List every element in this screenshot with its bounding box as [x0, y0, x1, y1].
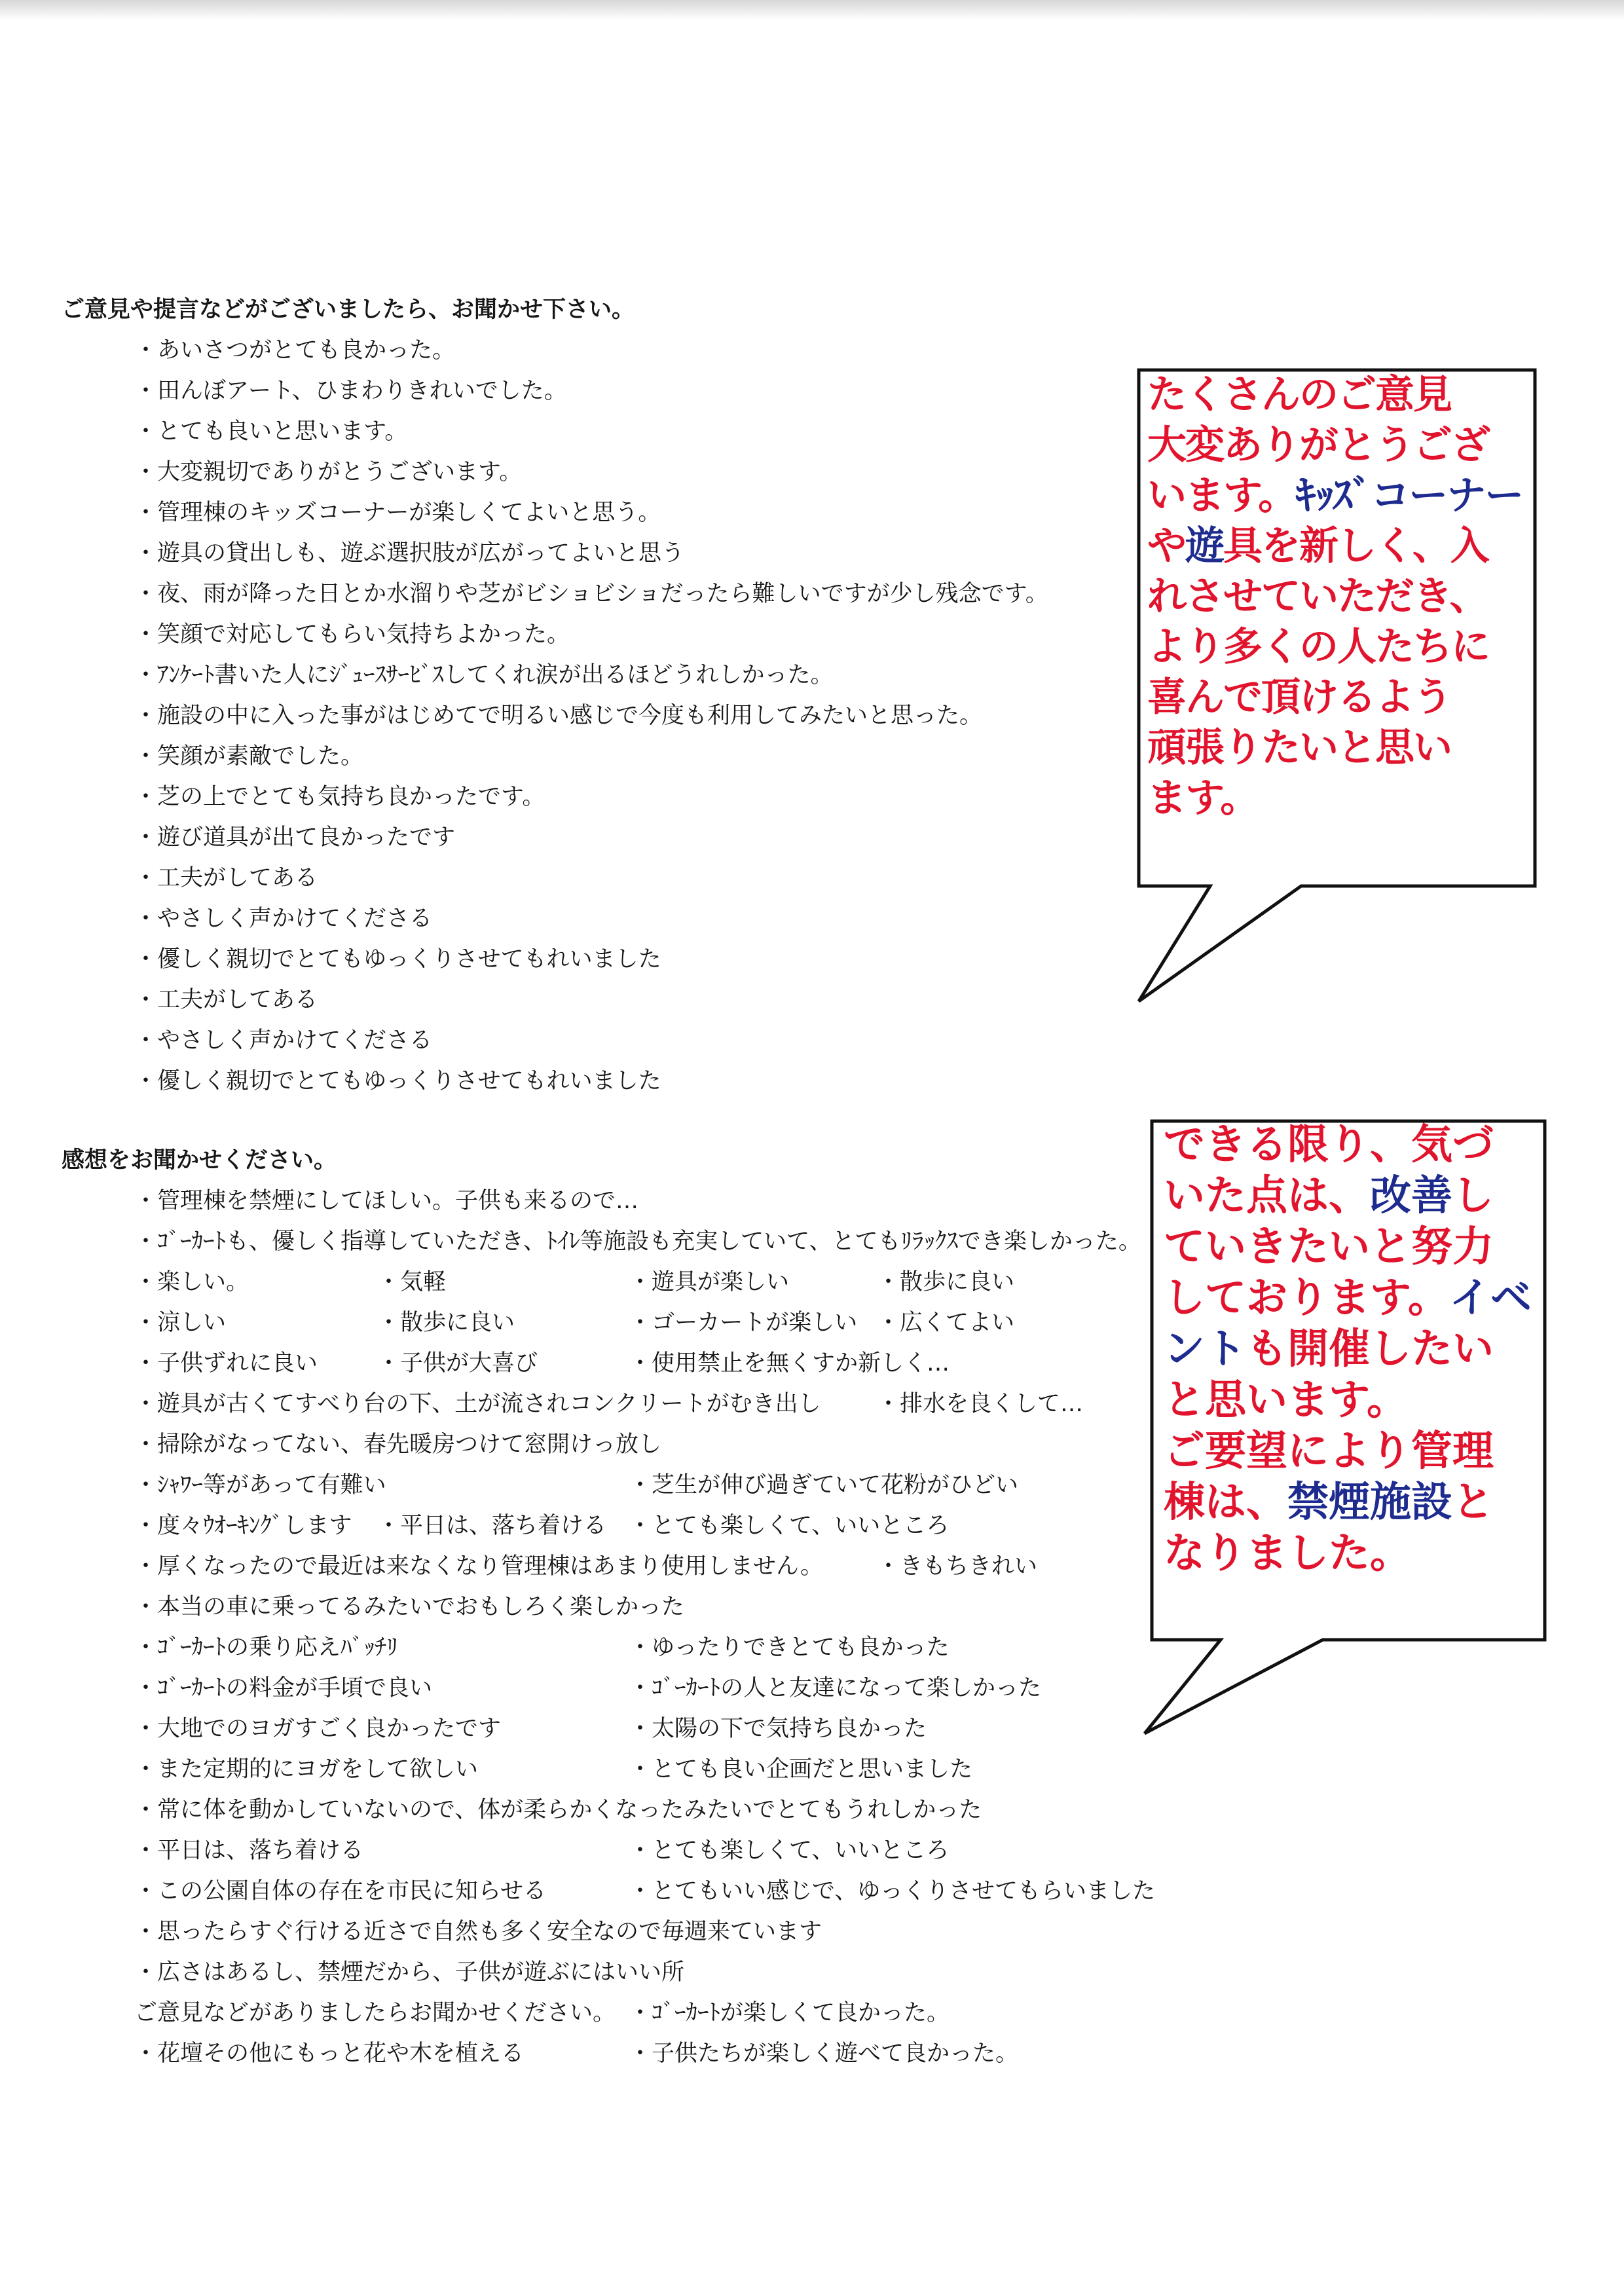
callout-line	[1164, 1119, 1532, 1170]
table-cell: ・子供が大喜び	[377, 1350, 538, 1377]
callout-line	[1147, 521, 1522, 572]
table-cell: ・度々ｳｵｰｷﾝｸﾞします	[134, 1513, 352, 1539]
callout-segment: しております。	[1164, 1274, 1449, 1322]
list-item: ・管理棟のキッズコーナーが楽しくてよいと思う。	[134, 500, 661, 526]
callout-line	[1147, 773, 1522, 824]
callout-segment: や	[1147, 523, 1185, 569]
list-item: ・遊具の貸出しも、遊ぶ選択肢が広がってよいと思う	[134, 540, 685, 566]
table-row	[0, 2033, 1624, 2074]
table-cell: ・この公園自体の存在を市民に知らせる	[134, 1878, 546, 1904]
callout-segment: ント	[1164, 1325, 1246, 1373]
table-cell: ・ゴーカートが楽しい	[629, 1310, 858, 1336]
callout-line	[1164, 1170, 1532, 1221]
table-cell: ・ゆったりできとても良かった	[629, 1635, 950, 1661]
table-cell: ・平日は、落ち着ける	[134, 1838, 364, 1864]
table-cell: ・とても楽しくて、いいところ	[629, 1513, 950, 1539]
callout-line	[1164, 1375, 1532, 1426]
table-cell: ・遊具が古くてすべり台の下、土が流されコンクリートがむき出し	[134, 1391, 821, 1417]
list-item: ・笑顔が素敵でした。	[134, 743, 364, 769]
list-item: ・施設の中に入った事がはじめてで明るい感じで今度も利用してみたいと思った。	[134, 703, 983, 729]
callout-segment: より多くの人たちに	[1147, 624, 1489, 670]
callout-segment: なりました。	[1164, 1529, 1411, 1577]
table-cell: ・太陽の下で気持ち良かった	[629, 1716, 927, 1742]
callout-segment: も開催したい	[1246, 1325, 1494, 1373]
opinions-heading: ご意見や提言などがございましたら、お聞かせ下さい。	[62, 297, 635, 323]
table-cell: ・散歩に良い	[877, 1269, 1015, 1295]
table-row	[0, 1709, 1624, 1749]
list-item: ・あいさつがとても良かった。	[134, 337, 456, 363]
table-cell: ・厚くなったので最近は来なくなり管理棟はあまり使用しません。	[134, 1553, 824, 1580]
table-row	[0, 1830, 1624, 1871]
table-cell: ・また定期的にヨガをして欲しい	[134, 1756, 479, 1783]
list-item: ・ｱﾝｹｰﾄ書いた人にｼﾞｭｰｽｻｰﾋﾞｽしてくれ涙が出るほどうれしかった。	[134, 662, 834, 688]
list-item: ・やさしく声かけてくださる	[134, 1027, 433, 1054]
callout-line	[1147, 622, 1522, 673]
table-row	[0, 1627, 1624, 1668]
callout-segment: 具を新しく、入	[1223, 523, 1488, 569]
callout-segment: れさせていただき、	[1147, 574, 1488, 619]
table-cell: ・ｺﾞｰｶｰﾄも、優しく指導していただき、ﾄｲﾚ等施設も充実していて、とてもﾘﾗｯｸｽでき楽しかった。	[134, 1229, 1141, 1255]
table-cell: ・本当の車に乗ってるみたいでおもしろく楽しかった	[134, 1594, 685, 1620]
list-item: ・やさしく声かけてくださる	[134, 906, 433, 932]
callout-line	[1164, 1323, 1532, 1375]
callout-segment: 頑張りたいと思い	[1147, 725, 1451, 771]
callout-segment: と	[1452, 1478, 1494, 1526]
table-cell: ・きもちきれい	[877, 1553, 1038, 1580]
list-item: ・芝の上でとても気持ち良かったです。	[134, 784, 545, 810]
table-cell: ・大地でのヨガすごく良かったです	[134, 1716, 502, 1742]
list-item: ・工夫がしてある	[134, 865, 318, 891]
table-cell: ・とてもいい感じで、ゆっくりさせてもらいました	[629, 1878, 1155, 1904]
scan-edge-shadow	[0, 0, 1624, 20]
callout-segment: 禁煙施設	[1287, 1478, 1452, 1526]
table-cell: ・思ったらすぐ行ける近さで自然も多く安全なので毎週来ています	[134, 1919, 822, 1945]
table-cell: ・子供たちが楽しく遊べて良かった。	[629, 2041, 1019, 2067]
callout-line	[1147, 673, 1522, 723]
table-cell: ・涼しい	[134, 1310, 227, 1336]
table-cell: ・とても楽しくて、いいところ	[629, 1838, 950, 1864]
table-cell: ・ｺﾞｰｶｰﾄが楽しくて良かった。	[629, 2000, 950, 2026]
table-cell: ・楽しい。	[134, 1269, 249, 1295]
table-cell: ・花壇その他にもっと花や木を植える	[134, 2041, 525, 2067]
list-item: ・笑顔で対応してもらい気持ちよかった。	[134, 621, 570, 648]
table-row	[0, 1668, 1624, 1709]
table-row	[0, 1749, 1624, 1790]
table-cell: ・使用禁止を無くすか新しく…	[629, 1350, 950, 1377]
table-row	[0, 1790, 1624, 1830]
table-row	[0, 1912, 1624, 1952]
callout-message-2	[1164, 1119, 1532, 1579]
callout-segment: ます。	[1147, 775, 1259, 821]
table-row	[0, 1993, 1624, 2033]
table-cell: ・ｺﾞｰｶｰﾄの乗り応えﾊﾞｯﾁﾘ	[134, 1635, 398, 1661]
list-item: ・田んぼアート、ひまわりきれいでした。	[134, 378, 567, 404]
table-cell: ・常に体を動かしていないので、体が柔らかくなったみたいでとてもうれしかった	[134, 1797, 982, 1823]
callout-segment: と思います。	[1164, 1376, 1408, 1424]
list-item: ・工夫がしてある	[134, 987, 318, 1013]
table-row	[0, 1871, 1624, 1912]
callout-segment: し	[1452, 1172, 1494, 1219]
callout-line	[1147, 572, 1522, 622]
callout-line	[1164, 1477, 1532, 1528]
callout-segment: できる限り、気づ	[1164, 1120, 1494, 1168]
table-cell: ・気軽	[377, 1269, 447, 1295]
callout-line	[1147, 723, 1522, 773]
table-cell: ・管理棟を禁煙にしてほしい。子供も来るので…	[134, 1188, 639, 1214]
callout-line	[1164, 1221, 1532, 1272]
callout-segment: いた点は、	[1164, 1172, 1370, 1219]
table-cell: ・平日は、落ち着ける	[377, 1513, 607, 1539]
table-cell: ・広さはあるし、禁煙だから、子供が遊ぶにはいい所	[134, 1959, 685, 1986]
table-cell: ・排水を良くして…	[877, 1391, 1084, 1417]
list-item: ・優しく親切でとてもゆっくりさせてもれいました	[134, 1068, 661, 1094]
callout-message-1	[1147, 370, 1522, 824]
callout-segment: ｷｯｽﾞコーナー	[1296, 473, 1523, 519]
table-cell: ・散歩に良い	[377, 1310, 515, 1336]
callout-line	[1147, 370, 1522, 420]
list-item: ・とても良いと思います。	[134, 418, 408, 445]
table-cell: ・子供ずれに良い	[134, 1350, 318, 1377]
callout-segment: 喜んで頂けるよう	[1147, 675, 1451, 720]
list-item: ・大変親切でありがとうございます。	[134, 459, 523, 485]
table-row	[0, 1587, 1624, 1627]
list-item: ・優しく親切でとてもゆっくりさせてもれいました	[134, 946, 661, 972]
callout-line	[1147, 420, 1522, 471]
table-cell: ・ｼｬﾜｰ等があって有難い	[134, 1472, 386, 1498]
callout-segment: イベ	[1449, 1274, 1532, 1322]
callout-segment: 改善	[1370, 1172, 1452, 1219]
callout-segment: ていきたいと努力	[1164, 1223, 1494, 1270]
table-cell: ・掃除がなってない、春先暖房つけて窓開けっ放し	[134, 1432, 662, 1458]
callout-segment: たくさんのご意見	[1147, 372, 1451, 418]
list-item: ・夜、雨が降った日とか水溜りや芝がビショビショだったら難しいですが少し残念です。	[134, 581, 1048, 607]
callout-line	[1164, 1272, 1532, 1323]
callout-segment: ご要望により管理	[1164, 1427, 1494, 1475]
table-cell: ご意見などがありましたらお聞かせください。	[134, 2000, 616, 2026]
impressions-heading: 感想をお聞かせください。	[62, 1147, 337, 1174]
table-cell: ・芝生が伸び過ぎていて花粉がひどい	[629, 1472, 1019, 1498]
callout-line	[1164, 1528, 1532, 1579]
table-cell: ・ｺﾞｰｶｰﾄの料金が手頃で良い	[134, 1675, 433, 1701]
table-cell: ・遊具が楽しい	[629, 1269, 790, 1295]
callout-line	[1164, 1426, 1532, 1477]
callout-segment: 遊	[1185, 523, 1223, 569]
table-cell: ・とても良い企画だと思いました	[629, 1756, 973, 1783]
callout-line	[1147, 471, 1522, 521]
table-row	[0, 1952, 1624, 1993]
table-cell: ・ｺﾞｰｶｰﾄの人と友達になって楽しかった	[629, 1675, 1042, 1701]
callout-segment: 大変ありがとうござ	[1147, 422, 1489, 468]
list-item: ・遊び道具が出て良かったです	[134, 824, 456, 851]
callout-segment: 棟は、	[1164, 1478, 1287, 1526]
table-cell: ・広くてよい	[877, 1310, 1015, 1336]
callout-segment: います。	[1147, 473, 1297, 519]
